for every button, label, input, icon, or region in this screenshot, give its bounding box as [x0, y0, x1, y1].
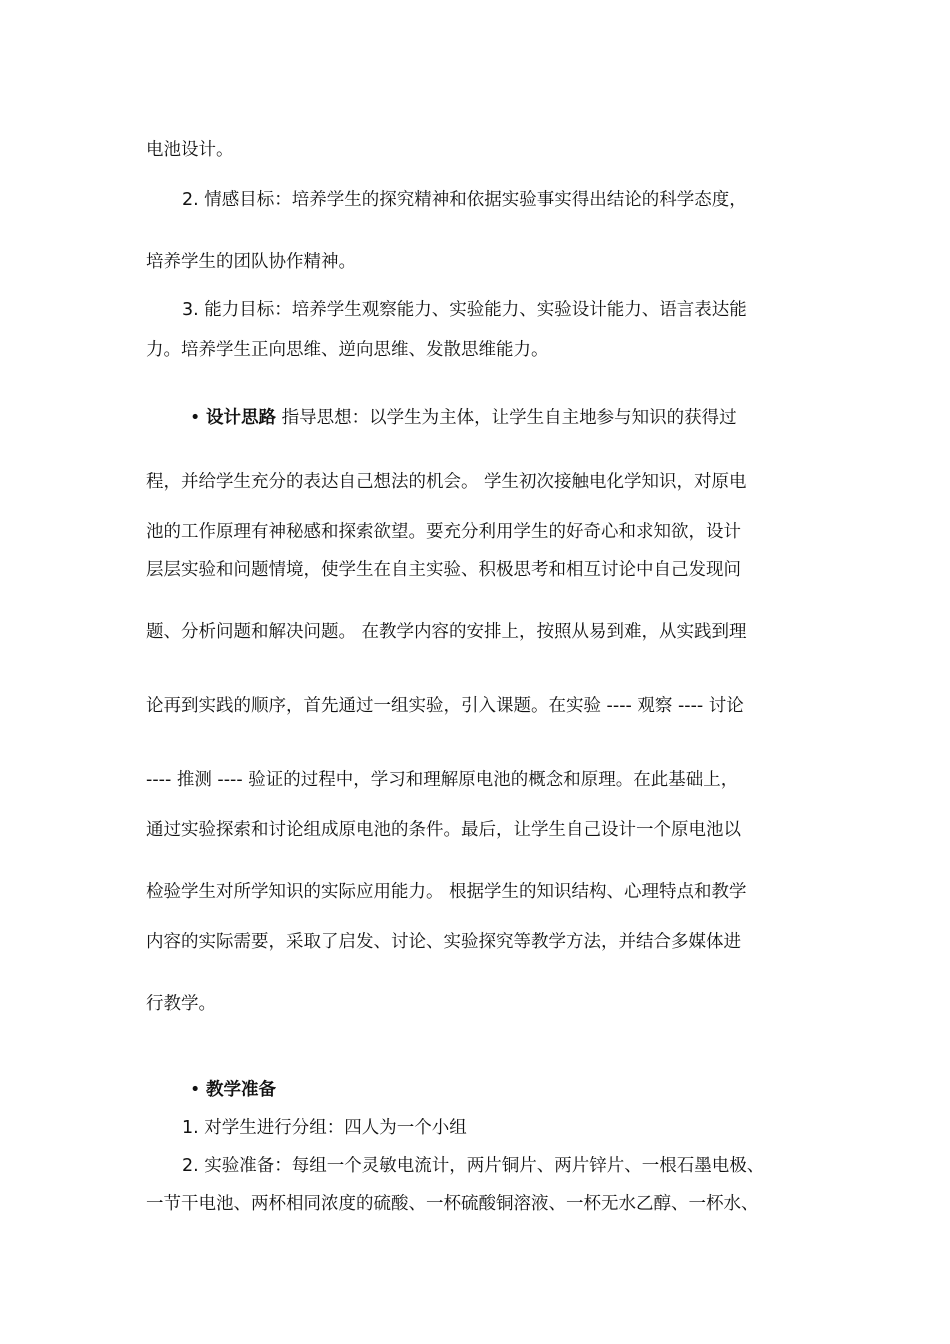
text-line: 内容的实际需要，采取了启发、讨论、实验探究等教学方法，并结合多媒体进 [146, 932, 741, 952]
bullet-icon: • [190, 408, 201, 428]
text-line: 2. 情感目标：培养学生的探究精神和依据实验事实得出结论的科学态度， [182, 190, 747, 210]
section-heading: 设计思路 [206, 408, 276, 428]
section-heading: 教学准备 [206, 1080, 276, 1100]
text-line: 3. 能力目标：培养学生观察能力、实验能力、实验设计能力、语言表达能 [182, 300, 747, 320]
text-line: 2. 实验准备：每组一个灵敏电流计，两片铜片、两片锌片、一根石墨电极、 [182, 1156, 765, 1176]
text-line: 检验学生对所学知识的实际应用能力。 根据学生的知识结构、心理特点和教学 [146, 882, 747, 902]
text-span: 指导思想：以学生为主体，让学生自主地参与知识的获得过 [281, 408, 737, 428]
text-line: 电池设计。 [146, 140, 234, 160]
text-line: 题、分析问题和解决问题。 在教学内容的安排上，按照从易到难，从实践到理 [146, 622, 747, 642]
text-line: 通过实验探索和讨论组成原电池的条件。最后，让学生自己设计一个原电池以 [146, 820, 741, 840]
bullet-icon: • [190, 1080, 201, 1100]
text-line: 层层实验和问题情境，使学生在自主实验、积极思考和相互讨论中自己发现问 [146, 560, 741, 580]
text-line: 论再到实践的顺序，首先通过一组实验，引入课题。在实验 ---- 观察 ---- 讨论 [146, 696, 744, 716]
prep-heading-line [190, 1078, 276, 1102]
text-line: 程，并给学生充分的表达自己想法的机会。 学生初次接触电化学知识，对原电 [146, 472, 747, 492]
text-line: 力。培养学生正向思维、逆向思维、发散思维能力。 [146, 340, 549, 360]
text-line: 1. 对学生进行分组：四人为一个小组 [182, 1118, 467, 1138]
text-line: 培养学生的团队协作精神。 [146, 252, 356, 272]
design-heading-line [190, 406, 737, 430]
text-line: 行教学。 [146, 994, 216, 1014]
text-line: 池的工作原理有神秘感和探索欲望。要充分利用学生的好奇心和求知欲，设计 [146, 522, 741, 542]
text-line: 一节干电池、两杯相同浓度的硫酸、一杯硫酸铜溶液、一杯无水乙醇、一杯水、 [146, 1194, 759, 1214]
text-line: ---- 推测 ---- 验证的过程中，学习和理解原电池的概念和原理。在此基础上， [146, 770, 739, 790]
